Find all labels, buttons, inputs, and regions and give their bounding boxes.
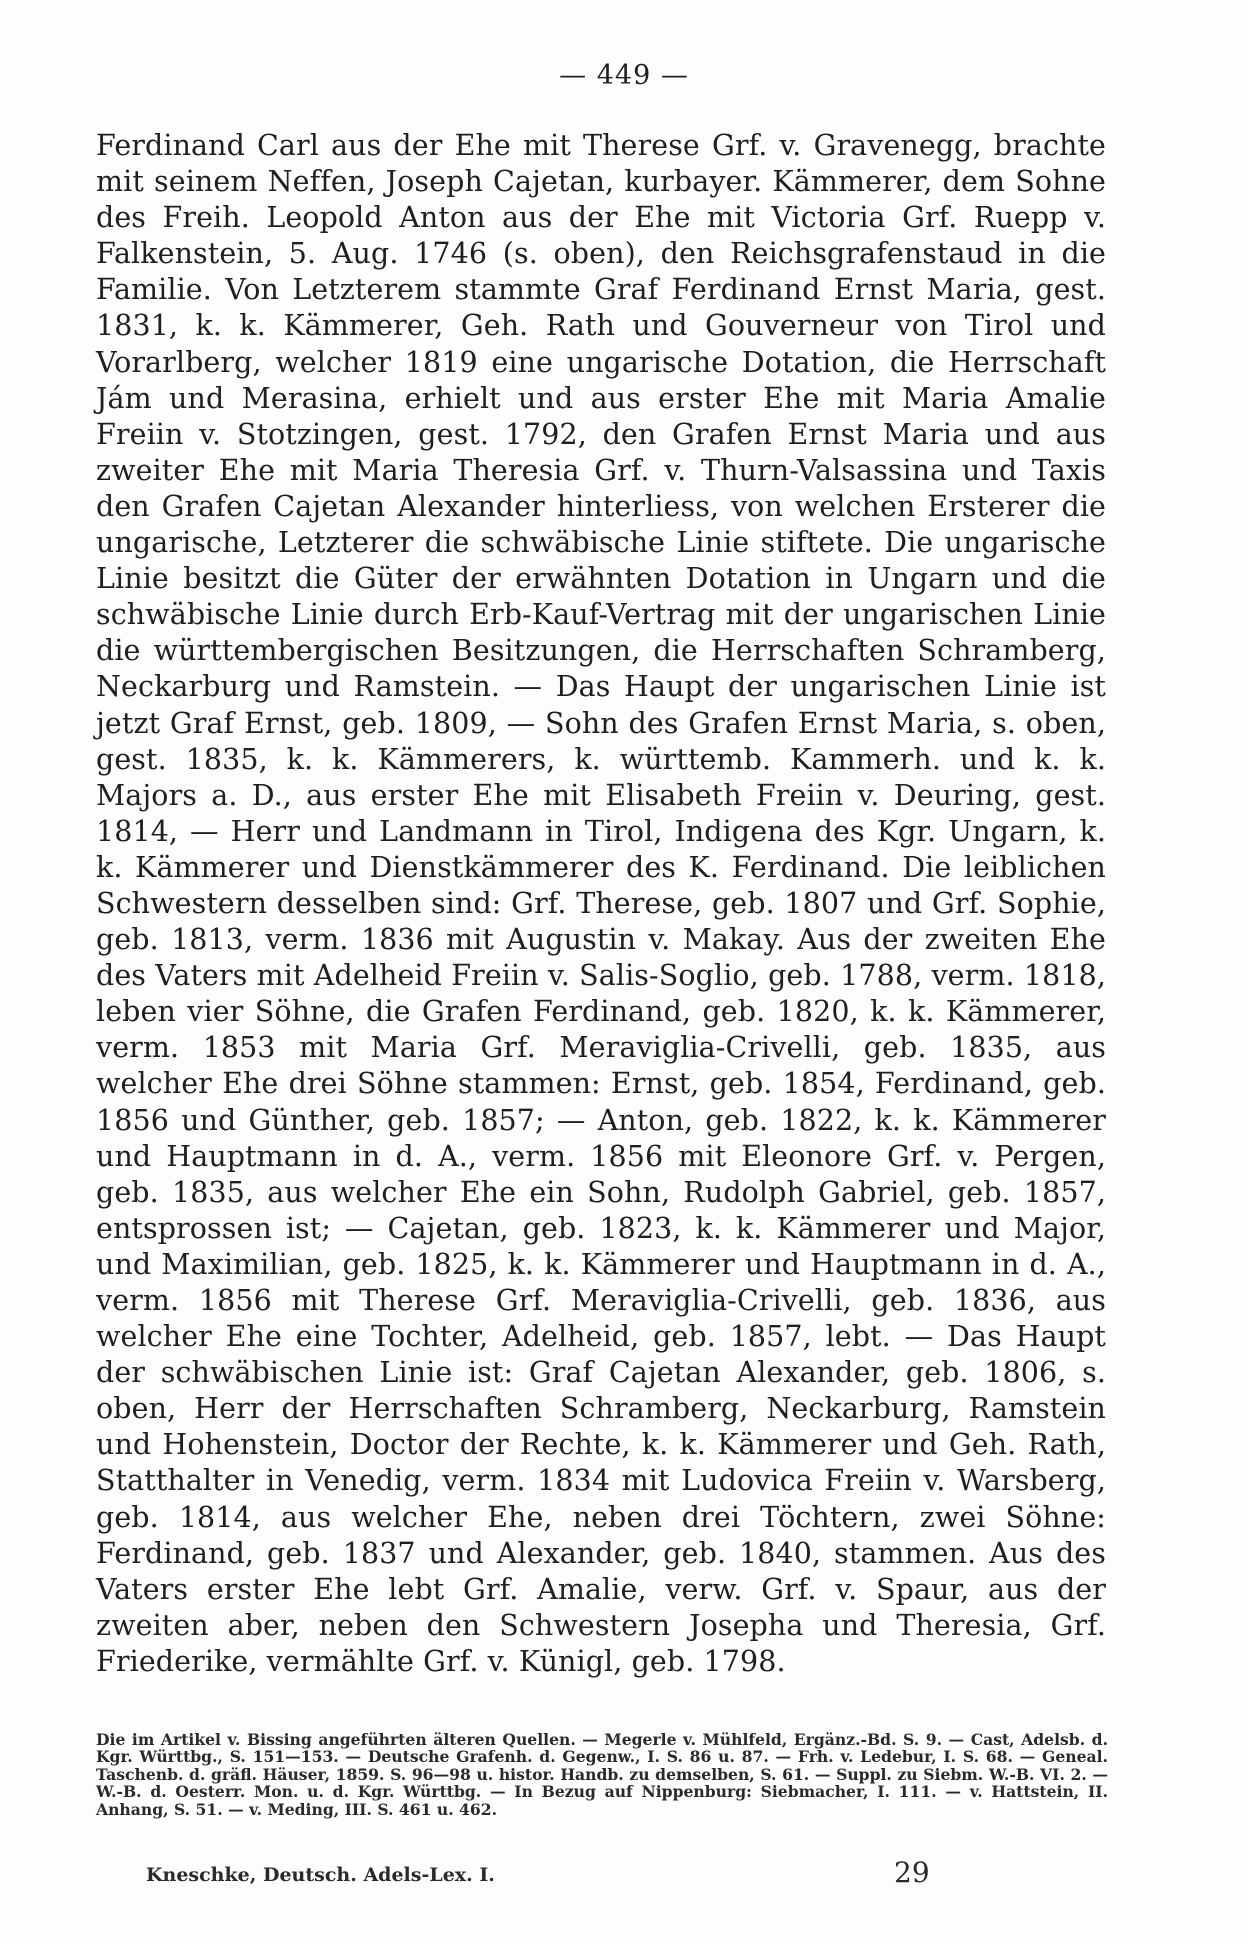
body-text <box>96 128 1106 1680</box>
footer-source: Kneschke, Deutsch. Adels-Lex. I. <box>146 1864 495 1886</box>
body-paragraph: Ferdinand Carl aus der Ehe mit Therese Grf. v. Gravenegg, brachte mit seinem Neffen, Joseph Cajetan, kurbayer. Kämmerer, dem Sohne des Freih. Leopold Anton aus der Ehe mit Victoria Grf. Ruepp v. Falkenstein, 5. Aug. 1746 (s. oben), den Reichsgrafenstaud in die Familie. Von Letzterem stammte Graf Ferdinand Ernst Maria, gest. 1831, k. k. Kämmerer, Geh. Rath und Gouverneur von Tirol und Vorarlberg, welcher 1819 eine ungarische Dotation, die Herrschaft Jám und Merasina, erhielt und aus erster Ehe mit Maria Amalie Freiin v. Stotzingen, gest. 1792, den Grafen Ernst Maria und aus zweiter Ehe mit Maria Theresia Grf. v. Thurn-Valsassina und Taxis den Grafen Cajetan Alexander hinterliess, von welchen Ersterer die ungarische, Letzterer die schwäbische Linie stiftete. Die ungarische Linie besitzt die Güter der erwähnten Dotation in Ungarn und die schwäbische Linie durch Erb-Kauf-Vertrag mit der ungarischen Linie die württembergischen Besitzungen, die Herrschaften Schramberg, Neckarburg und Ramstein. — Das Haupt der ungarischen Linie ist jetzt Graf Ernst, geb. 1809, — Sohn des Grafen Ernst Maria, s. oben, gest. 1835, k. k. Kämmerers, k. württemb. Kammerh. und k. k. Majors a. D., aus erster Ehe mit Elisabeth Freiin v. Deuring, gest. 1814, — Herr und Landmann in Tirol, Indigena des Kgr. Ungarn, k. k. Kämmerer und Dienstkämmerer des K. Ferdinand. Die leiblichen Schwestern desselben sind: Grf. Therese, geb. 1807 und Grf. Sophie, geb. 1813, verm. 1836 mit Augustin v. Makay. Aus der zweiten Ehe des Vaters mit Adelheid Freiin v. Salis-Soglio, geb. 1788, verm. 1818, leben vier Söhne, die Grafen Ferdinand, geb. 1820, k. k. Kämmerer, verm. 1853 mit Maria Grf. Meraviglia-Crivelli, geb. 1835, aus welcher Ehe drei Söhne stammen: Ernst, geb. 1854, Ferdinand, geb. 1856 und Günther, geb. 1857; — Anton, geb. 1822, k. k. Kämmerer und Hauptmann in d. A., verm. 1856 mit Eleonore Grf. v. Pergen, geb. 1835, aus welcher Ehe ein Sohn, Rudolph Gabriel, geb. 1857, entsprossen ist; — Cajetan, geb. 1823, k. k. Kämmerer und Major, und Maximilian, geb. 1825, k. k. Kämmerer und Hauptmann in d. A., verm. 1856 mit Therese Grf. Meraviglia-Crivelli, geb. 1836, aus welcher Ehe eine Tochter, Adelheid, geb. 1857, lebt. — Das Haupt der schwäbischen Linie ist: Graf Cajetan Alexander, geb. 1806, s. oben, Herr der Herrschaften Schramberg, Neckarburg, Ramstein und Hohenstein, Doctor der Rechte, k. k. Kämmerer und Geh. Rath, Statthalter in Venedig, verm. 1834 mit Ludovica Freiin v. Warsberg, geb. 1814, aus welcher Ehe, neben drei Töchtern, zwei Söhne: Ferdinand, geb. 1837 und Alexander, geb. 1840, stammen. Aus des Vaters erster Ehe lebt Grf. Amalie, verw. Grf. v. Spaur, aus der zweiten aber, neben den Schwestern Josepha und Theresia, Grf. Friederike, vermählte Grf. v. Künigl, geb. 1798. <box>96 129 1106 1678</box>
footnote-references: Die im Artikel v. Bissing angeführten älteren Quellen. — Megerle v. Mühlfeld, Ergänz.-Bd. S. 9. — Cast, Adelsb. d. Kgr. Württbg., S. 151—153. — Deutsche Grafenh. d. Gegenw., I. S. 86 u. 87. — Frh. v. Ledebur, I. S. 68. — Geneal. Taschenb. d. gräfl. Häuser, 1859. S. 96—98 u. histor. Handb. zu demselben, S. 61. — Suppl. zu Siebm. W.-B. VI. 2. — W.-B. d. Oesterr. Mon. u. d. Kgr. Württbg. — In Bezug auf Nippenburg: Siebmacher, I. 111. — v. Hattstein, II. Anhang, S. 51. — v. Meding, III. S. 461 u. 462. <box>96 1730 1108 1819</box>
sheet-signature: 29 <box>894 1856 930 1889</box>
page-number: — 449 — <box>559 60 689 91</box>
page-footer <box>146 1856 966 1889</box>
